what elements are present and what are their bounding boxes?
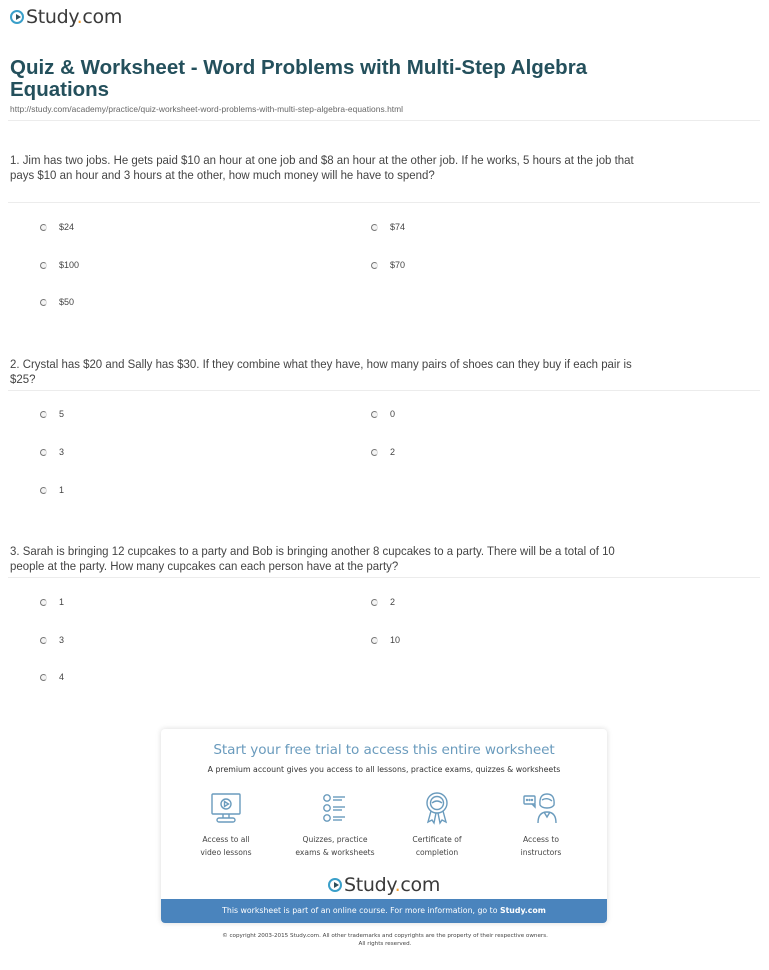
radio-button[interactable] <box>40 449 47 456</box>
radio-button[interactable] <box>371 262 378 269</box>
divider <box>8 390 760 391</box>
promo-bar-text: This worksheet is part of an online course. For more information, go to <box>222 906 500 915</box>
answer-option[interactable] <box>40 409 64 419</box>
answer-option[interactable] <box>371 635 400 645</box>
quiz-list-icon <box>318 791 352 825</box>
radio-button[interactable] <box>40 224 47 231</box>
logo-text: Study.com <box>26 6 123 28</box>
radio-button[interactable] <box>371 411 378 418</box>
option-label: 1 <box>59 597 65 607</box>
option-label: 2 <box>390 447 396 457</box>
free-trial-promo[interactable] <box>161 729 607 923</box>
radio-button[interactable] <box>371 449 378 456</box>
radio-button[interactable] <box>40 637 47 644</box>
radio-button[interactable] <box>40 299 47 306</box>
feature-instructors <box>491 791 591 859</box>
option-label: 3 <box>59 635 65 645</box>
copyright-notice <box>150 932 620 948</box>
radio-button[interactable] <box>371 637 378 644</box>
feature-label: completion <box>415 848 459 857</box>
answer-option[interactable] <box>40 672 64 682</box>
answer-option[interactable] <box>371 409 395 419</box>
feature-quizzes <box>285 791 385 859</box>
feature-label: Quizzes, practice <box>302 835 368 844</box>
answer-option[interactable] <box>371 597 395 607</box>
question-2-text: 2. Crystal has $20 and Sally has $30. If they combine what they have, how many pairs of shoes can they buy if each pair is $25? <box>10 357 632 386</box>
option-label: 1 <box>59 485 65 495</box>
option-label: 2 <box>390 597 396 607</box>
radio-button[interactable] <box>371 599 378 606</box>
answer-option[interactable] <box>371 260 405 270</box>
radio-button[interactable] <box>40 411 47 418</box>
study-com-link[interactable]: Study.com <box>499 906 546 915</box>
feature-label: video lessons <box>200 848 252 857</box>
option-label: 3 <box>59 447 65 457</box>
option-label: 0 <box>390 409 396 419</box>
page-title: Quiz & Worksheet - Word Problems with Multi-Step Algebra Equations <box>10 56 588 101</box>
option-label: 5 <box>59 409 65 419</box>
answer-option[interactable] <box>371 222 405 232</box>
question-3-text: 3. Sarah is bringing 12 cupcakes to a party and Bob is bringing another 8 cupcakes to a party. There will be a total of 10 people at the party. How many cupcakes can each person have at the party? <box>10 544 615 573</box>
question-1-text: 1. Jim has two jobs. He gets paid $10 an hour at one job and $8 an hour at the other job. If he works, 5 hours at the job that pays $10 an hour and 3 hours at the other, how much money will he have to spend? <box>10 153 634 182</box>
option-label: 4 <box>59 672 65 682</box>
play-logo-icon <box>10 10 24 24</box>
instructor-icon <box>522 791 560 825</box>
radio-button[interactable] <box>40 599 47 606</box>
logo-text: Study.com <box>344 874 441 896</box>
promo-subtitle: A premium account gives you access to all lessons, practice exams, quizzes & worksheets <box>207 765 561 774</box>
option-label: 10 <box>390 635 401 645</box>
answer-option[interactable] <box>40 447 64 457</box>
radio-button[interactable] <box>40 262 47 269</box>
certificate-icon <box>420 791 454 825</box>
feature-label: Certificate of <box>412 835 462 844</box>
rights-line: All rights reserved. <box>358 941 412 947</box>
divider <box>8 202 760 203</box>
option-label: $74 <box>390 222 406 232</box>
promo-info-bar <box>161 899 607 923</box>
study-logo[interactable] <box>10 6 122 28</box>
play-logo-icon <box>328 878 342 892</box>
option-label: $70 <box>390 260 406 270</box>
divider <box>8 120 760 121</box>
page-url: http://study.com/academy/practice/quiz-worksheet-word-problems-with-multi-step-algebra-equations.html <box>10 104 404 114</box>
feature-label: instructors <box>520 848 562 857</box>
feature-label: Access to <box>522 835 560 844</box>
radio-button[interactable] <box>371 224 378 231</box>
study-logo[interactable] <box>328 874 440 896</box>
answer-option[interactable] <box>40 260 79 270</box>
divider <box>8 577 760 578</box>
feature-video-lessons <box>176 791 276 859</box>
answer-option[interactable] <box>40 297 74 307</box>
radio-button[interactable] <box>40 487 47 494</box>
promo-title: Start your free trial to access this entire worksheet <box>213 742 555 758</box>
option-label: $50 <box>59 297 75 307</box>
answer-option[interactable] <box>40 485 64 495</box>
feature-label: exams & worksheets <box>295 848 375 857</box>
copyright-line: © copyright 2003-2015 Study.com. All other trademarks and copyrights are the property of their respective owners. <box>222 933 548 939</box>
feature-certificate <box>387 791 487 859</box>
option-label: $100 <box>59 260 80 270</box>
radio-button[interactable] <box>40 674 47 681</box>
answer-option[interactable] <box>371 447 395 457</box>
answer-option[interactable] <box>40 635 64 645</box>
video-lesson-icon <box>209 791 243 825</box>
feature-label: Access to all <box>202 835 250 844</box>
option-label: $24 <box>59 222 75 232</box>
answer-option[interactable] <box>40 597 64 607</box>
answer-option[interactable] <box>40 222 74 232</box>
